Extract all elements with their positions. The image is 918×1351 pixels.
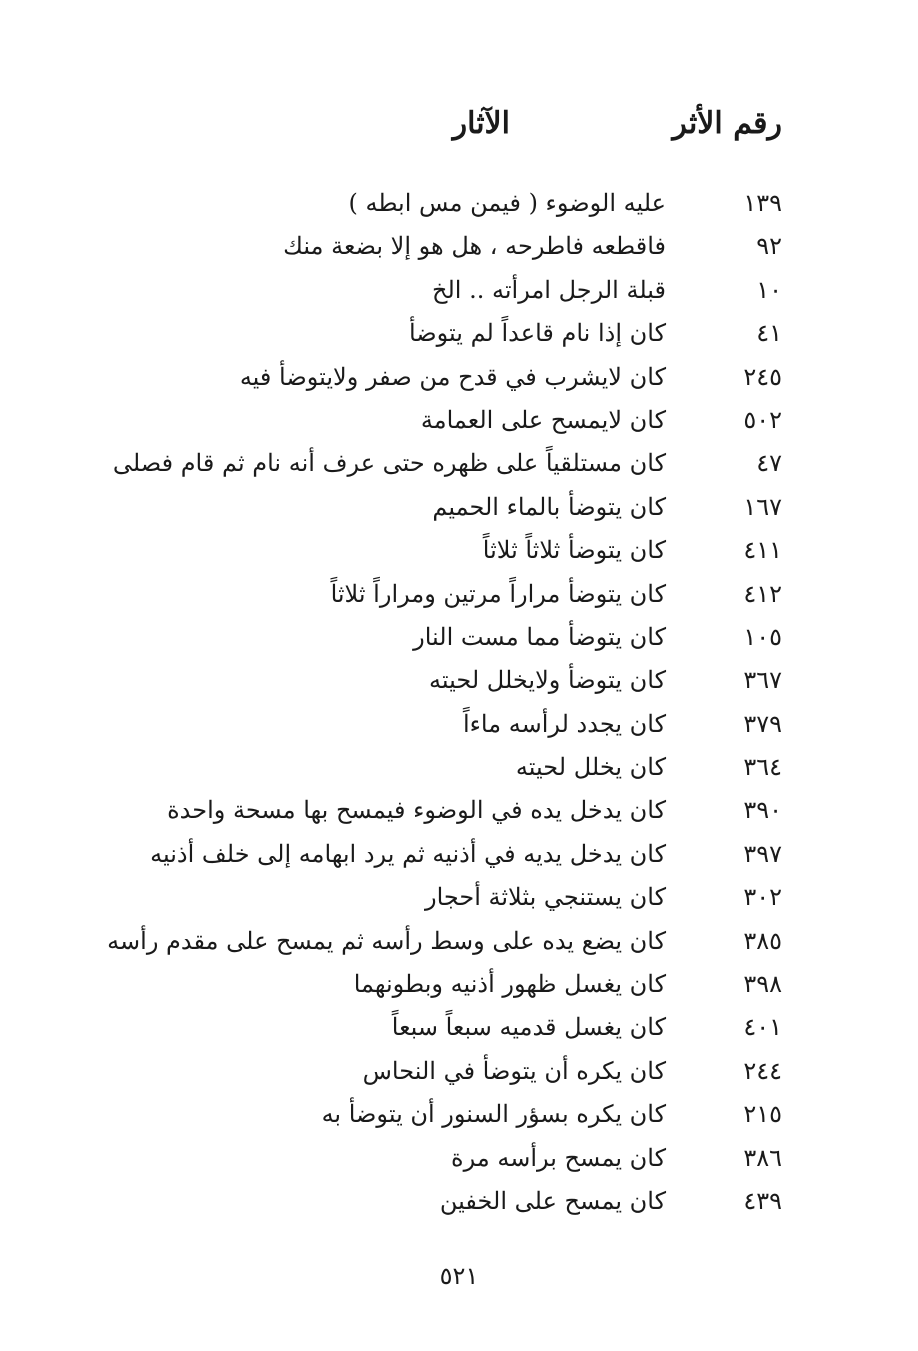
item-text: كان يتوضأ بالماء الحميم (432, 492, 666, 521)
list-item (0, 703, 918, 746)
item-text: كان يجدد لرأسه ماءاً (462, 709, 666, 738)
list-item (0, 182, 918, 225)
list-item (0, 789, 918, 832)
item-text: كان يضع يده على وسط رأسه ثم يمسح على مقدم رأسه (107, 926, 666, 955)
item-text: كان يكره أن يتوضأ في النحاس (362, 1056, 666, 1085)
list-item (0, 1050, 918, 1093)
item-number: ٢١٥ (743, 1100, 782, 1129)
item-number: ٣٩٧ (743, 839, 782, 868)
item-text: كان يتوضأ ولايخلل لحيته (429, 666, 666, 695)
list-item (0, 833, 918, 876)
item-text: قبلة الرجل امرأته .. الخ (432, 275, 666, 304)
item-text: عليه الوضوء ( فيمن مس ابطه ) (348, 189, 666, 217)
item-text: كان يغسل قدميه سبعاً سبعاً (391, 1013, 666, 1042)
item-number: ٣٨٦ (743, 1143, 782, 1172)
item-text: كان يمسح برأسه مرة (451, 1143, 666, 1172)
item-text: كان يغسل ظهور أذنيه وبطونهما (353, 970, 666, 999)
index-list (0, 182, 918, 1223)
list-item (0, 1006, 918, 1049)
item-text: كان يتوضأ مما مست النار (413, 622, 666, 651)
item-number: ٣٦٧ (743, 666, 782, 695)
list-item (0, 529, 918, 572)
item-number: ٢٤٥ (743, 362, 782, 391)
item-text: كان يتوضأ ثلاثاً ثلاثاً (482, 536, 666, 565)
list-item (0, 1180, 918, 1223)
item-number: ١٠٥ (743, 622, 782, 651)
item-number: ٥٠٢ (743, 405, 782, 434)
item-text: كان يكره بسؤر السنور أن يتوضأ به (321, 1100, 666, 1129)
list-item (0, 746, 918, 789)
list-item (0, 486, 918, 529)
item-number: ٤٠١ (743, 1013, 782, 1042)
item-number: ١٠ (756, 275, 782, 304)
item-number: ٣٩٨ (743, 970, 782, 999)
item-text: كان لايشرب في قدح من صفر ولايتوضأ فيه (239, 362, 666, 391)
item-text: كان يخلل لحيته (515, 753, 666, 782)
list-item (0, 616, 918, 659)
item-number: ٣٦٤ (743, 753, 782, 782)
list-item (0, 442, 918, 485)
item-number: ١٦٧ (743, 492, 782, 521)
item-number: ٣٩٠ (743, 796, 782, 825)
list-item (0, 399, 918, 442)
item-text: كان لايمسح على العمامة (420, 405, 666, 434)
page-number: ٥٢١ (439, 1262, 479, 1290)
column-header-number: رقم الأثر (672, 106, 782, 141)
list-item (0, 920, 918, 963)
item-text: كان يدخل يديه في أذنيه ثم يرد ابهامه إلى خلف أذنيه (150, 839, 666, 868)
list-item (0, 312, 918, 355)
item-number: ٤١١ (743, 536, 782, 565)
list-item (0, 225, 918, 268)
item-text: كان مستلقياً على ظهره حتى عرف أنه نام ثم قام فصلى (112, 449, 666, 478)
item-number: ٣٠٢ (743, 883, 782, 912)
item-text: كان يدخل يده في الوضوء فيمسح بها مسحة واحدة (167, 796, 666, 825)
list-item (0, 659, 918, 702)
item-text: كان يستنجي بثلاثة أحجار (424, 883, 666, 912)
item-number: ٤١ (756, 319, 782, 348)
item-text: كان يتوضأ مراراً مرتين ومراراً ثلاثاً (330, 579, 666, 608)
item-number: ٣٧٩ (743, 709, 782, 738)
item-number: ٤٧ (756, 449, 782, 478)
item-number: ٤١٢ (743, 579, 782, 608)
list-item (0, 269, 918, 312)
list-item (0, 876, 918, 919)
item-number: ١٣٩ (743, 189, 782, 217)
item-text: كان يمسح على الخفين (439, 1186, 666, 1215)
item-text: فاقطعه فاطرحه ، هل هو إلا بضعة منك (283, 232, 666, 261)
column-header-narrations: الآثار (452, 106, 510, 141)
list-item (0, 1137, 918, 1180)
list-item (0, 1093, 918, 1136)
list-item (0, 573, 918, 616)
list-item (0, 963, 918, 1006)
item-number: ٢٤٤ (743, 1056, 782, 1085)
item-number: ٣٨٥ (743, 926, 782, 955)
list-item (0, 356, 918, 399)
item-number: ٩٢ (756, 232, 782, 261)
item-number: ٤٣٩ (743, 1186, 782, 1215)
item-text: كان إذا نام قاعداً لم يتوضأ (408, 319, 666, 348)
